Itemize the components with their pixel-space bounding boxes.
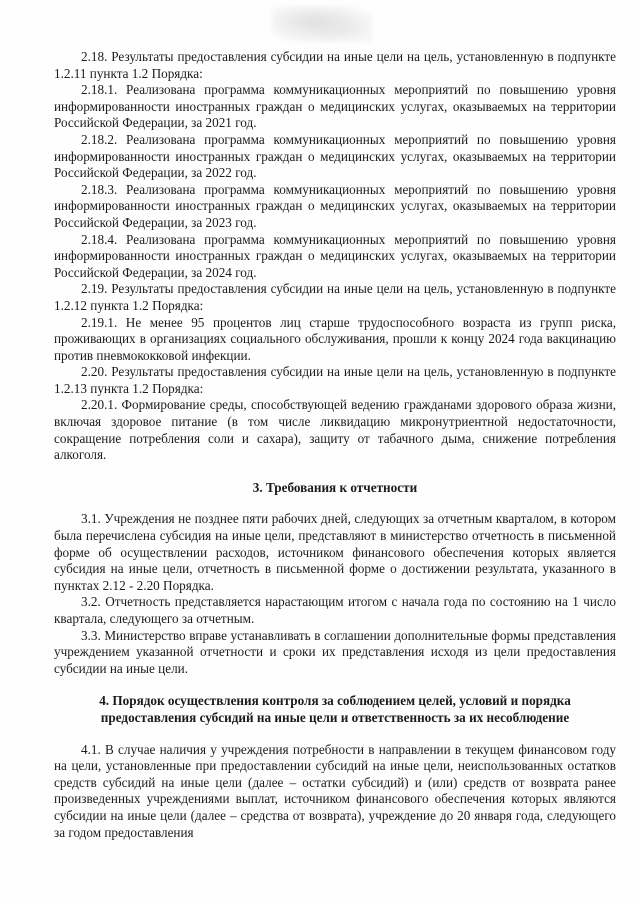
paragraph-2-19-1: 2.19.1. Не менее 95 процентов лиц старше трудоспособного возраста из групп риска, проживающих в организациях социального обслуживания, прошли к концу 2024 года вакцинацию против пневмококковой инфекции. xyxy=(54,314,616,363)
section-3-heading: 3. Требования к отчетности xyxy=(252,479,418,495)
paragraph-2-18-1: 2.18.1. Реализована программа коммуникационных мероприятий по повышению уровня информированности иностранных граждан о медицинских услугах, оказываемых на территории Российской Федерации, за 2021 год. xyxy=(54,82,616,131)
paragraph-4-1: 4.1. В случае наличия у учреждения потребности в направлении в текущем финансовом году на цели, установленные при предоставлении субсидий на иные цели, неиспользованных остатков средств субсидий на иные цели (далее – остатки субсидий) и (или) средств от возврата ранее произведенных учреждениями выплат, источником финансового обеспечения которых являются субсидии на иные цели (далее – средства от возврата), учреждение до 20 января года, следующего за годом предоставления xyxy=(54,741,616,840)
paragraph-3-2: 3.2. Отчетность представляется нарастающим итогом с начала года по состоянию на 1 число квартала, следующего за отчетным. xyxy=(54,594,616,626)
paragraph-2-18: 2.18. Результаты предоставления субсидии на иные цели на цель, установленную в подпункте 1.2.11 пункта 1.2 Порядка: xyxy=(54,49,616,81)
scan-artifact xyxy=(272,6,372,42)
paragraph-3-1: 3.1. Учреждения не позднее пяти рабочих дней, следующих за отчетным кварталом, в котором была перечислена субсидия на иные цели, представляют в министерство отчетность в письменной форме об осуществлении расходов, источником финансового обеспечения которых является субсидия на иные цели, отчетность в письменной форме о достижении результата, указанного в пунктах 2.12 - 2.20 Порядка. xyxy=(54,511,616,593)
paragraph-2-18-4: 2.18.4. Реализована программа коммуникационных мероприятий по повышению уровня информированности иностранных граждан о медицинских услугах, оказываемых на территории Российской Федерации, за 2024 год. xyxy=(54,231,616,280)
paragraph-2-18-3: 2.18.3. Реализована программа коммуникационных мероприятий по повышению уровня информированности иностранных граждан о медицинских услугах, оказываемых на территории Российской Федерации, за 2023 год. xyxy=(54,181,616,230)
paragraph-2-18-2: 2.18.2. Реализована программа коммуникационных мероприятий по повышению уровня информированности иностранных граждан о медицинских услугах, оказываемых на территории Российской Федерации, за 2022 год. xyxy=(54,131,616,181)
paragraph-2-20: 2.20. Результаты предоставления субсидии на иные цели на цель, установленную в подпункте 1.2.13 пункта 1.2 Порядка: xyxy=(54,364,616,396)
section-4-heading: 4. Порядок осуществления контроля за соблюдением целей, условий и порядка предоставления субсидий на иные цели и ответственность за их несоблюдение xyxy=(99,693,571,725)
paragraph-2-20-1: 2.20.1. Формирование среды, способствующей ведению гражданами здорового образа жизни, включая здоровое питание (в том числе ликвидацию микронутриентной недостаточности, сокращение потребления соли и сахара), защиту от табачного дыма, снижение потребления алкоголя. xyxy=(54,397,616,463)
paragraph-2-19: 2.19. Результаты предоставления субсидии на иные цели на цель, установленную в подпункте 1.2.12 пункта 1.2 Порядка: xyxy=(54,281,616,313)
paragraph-3-3: 3.3. Министерство вправе устанавливать в соглашении дополнительные формы представления учреждением указанной отчетности и сроки их представления исходя из цели предоставления субсидии на иные цели. xyxy=(54,627,616,676)
